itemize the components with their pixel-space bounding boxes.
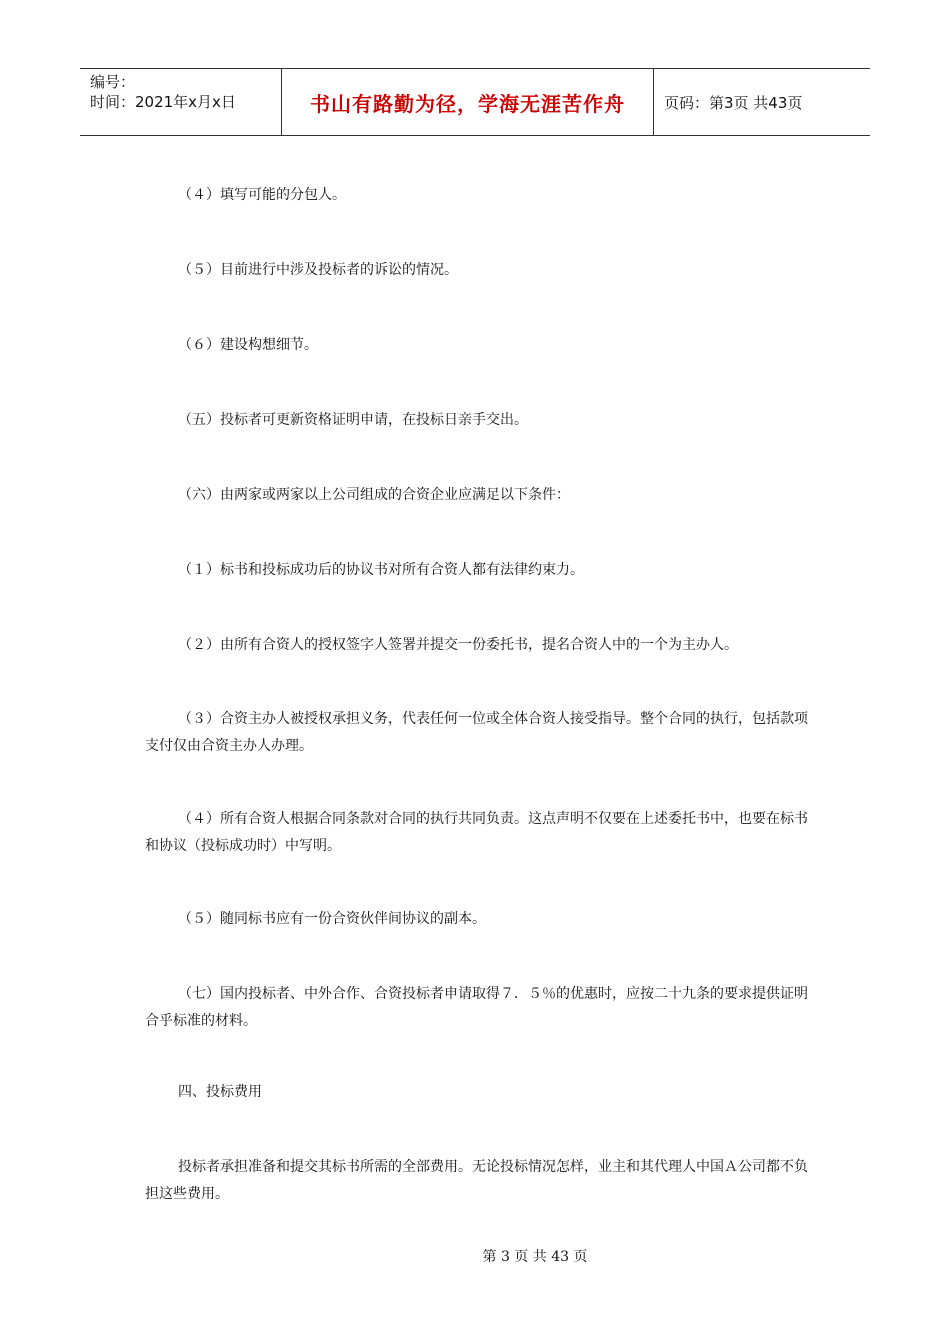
paragraph: （４）填写可能的分包人。 <box>178 187 346 203</box>
paragraph: （１）标书和投标成功后的协议书对所有合资人都有法律约束力。 <box>178 562 584 578</box>
header-page-number: 页码：第3页 共43页 <box>664 93 803 112</box>
document-time: 时间：2021年x月x日 <box>90 93 236 111</box>
header-meta <box>80 69 282 135</box>
paragraph: （七）国内投标者、中外合作、合资投标者申请取得７．５％的优惠时，应按二十九条的要求提供证明合乎标准的材料。 <box>145 986 808 1029</box>
paragraph: （２）由所有合资人的授权签字人签署并提交一份委托书，提名合资人中的一个为主办人。 <box>178 637 738 653</box>
header-motto: 书山有路勤为径，学海无涯苦作舟 <box>282 69 654 135</box>
page-footer <box>0 1246 950 1266</box>
paragraph: （５）目前进行中涉及投标者的诉讼的情况。 <box>178 262 458 278</box>
paragraph: 投标者承担准备和提交其标书所需的全部费用。无论投标情况怎样，业主和其代理人中国Ａ公司都不负担这些费用。 <box>145 1159 808 1202</box>
paragraph: （３）合资主办人被授权承担义务，代表任何一位或全体合资人接受指导。整个合同的执行，包括款项支付仅由合资主办人办理。 <box>145 711 808 754</box>
document-number: 编号： <box>90 73 136 91</box>
paragraph: （６）建设构想细节。 <box>178 337 318 353</box>
paragraph: （５）随同标书应有一份合资伙伴间协议的副本。 <box>178 911 486 927</box>
paragraph: （４）所有合资人根据合同条款对合同的执行共同负责。这点声明不仅要在上述委托书中，也要在标书和协议（投标成功时）中写明。 <box>145 811 808 854</box>
paragraph: （六）由两家或两家以上公司组成的合资企业应满足以下条件： <box>178 487 570 503</box>
page-header <box>80 68 870 136</box>
paragraph: （五）投标者可更新资格证明申请，在投标日亲手交出。 <box>178 412 528 428</box>
section-heading: 四、投标费用 <box>178 1084 262 1100</box>
footer-page-number: 第 3 页 共 43 页 <box>482 1249 588 1265</box>
